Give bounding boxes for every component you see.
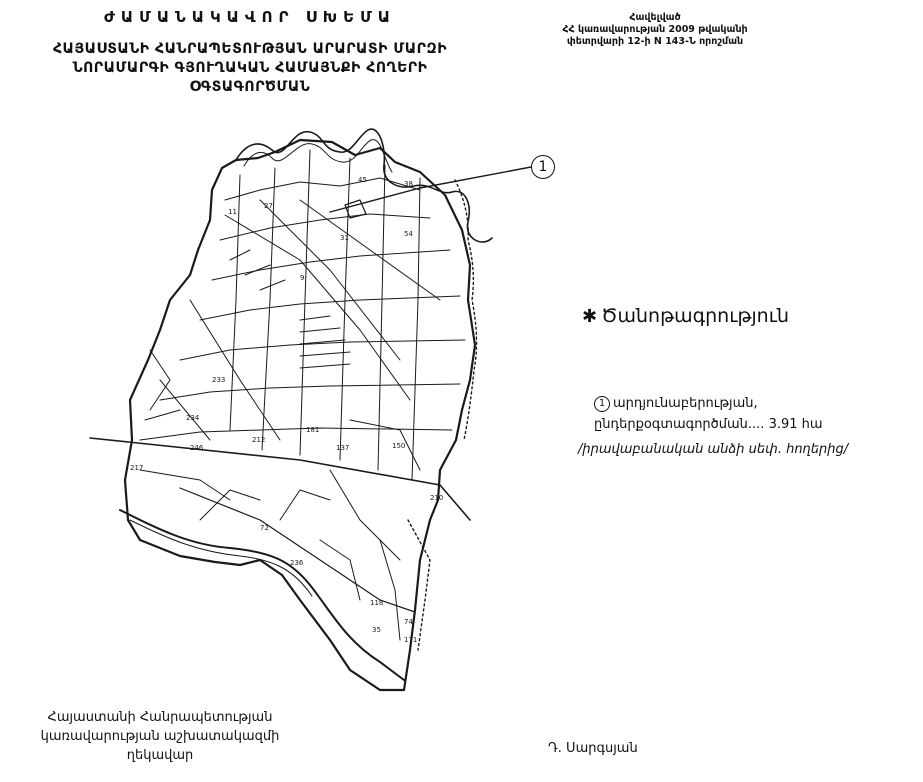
svg-text:27: 27 [264, 202, 273, 210]
svg-text:118: 118 [370, 599, 384, 607]
svg-text:9: 9 [300, 274, 305, 282]
svg-text:38: 38 [404, 180, 413, 188]
svg-text:246: 246 [190, 444, 204, 452]
svg-text:45: 45 [358, 176, 367, 184]
footer-position [20, 708, 300, 765]
svg-text:11: 11 [228, 208, 237, 216]
scheme-title: ԺԱՄԱՆԱԿԱՎՈՐ ՍԽԵՄԱ [104, 8, 396, 26]
approval-line: փետրվարի 12-ի N 143-Ն որոշման [566, 36, 744, 47]
approval-line: ՀՀ կառավարության 2009 թվականի [562, 24, 748, 35]
parcel-grid [140, 150, 465, 640]
callout-marker: 1 [531, 155, 555, 179]
map-subtitle [40, 40, 460, 97]
callout-leader [330, 167, 531, 212]
svg-text:236: 236 [290, 559, 304, 567]
svg-text:72: 72 [260, 524, 269, 532]
svg-text:35: 35 [372, 626, 381, 634]
footer-line: Հայաստանի Հանրապետության [47, 710, 273, 725]
legend-item-line: ընդերքօգտագործման.... 3.91 հա [594, 417, 823, 432]
svg-text:181: 181 [306, 426, 320, 434]
svg-text:234: 234 [186, 414, 200, 422]
subtitle-line: ՆՈՐԱՄԱՐԳԻ ԳՅՈՒՂԱԿԱՆ ՀԱՄԱՅՆՔԻ ՀՈՂԵՐԻ [72, 60, 428, 76]
approval-block [560, 12, 750, 48]
legend-note: /իրավաբանական անձի սեփ. հողերից/ [578, 442, 849, 457]
river-line [236, 129, 492, 242]
svg-text:210: 210 [430, 494, 444, 502]
svg-text:212: 212 [252, 436, 266, 444]
subtitle-line: ՕԳՏԱԳՈՐԾՄԱՆ [189, 79, 311, 95]
legend-title [582, 305, 789, 327]
road-line [90, 438, 470, 520]
svg-text:31: 31 [340, 234, 349, 242]
svg-text:217: 217 [130, 464, 144, 472]
svg-text:171: 171 [404, 636, 418, 644]
svg-text:54: 54 [404, 230, 413, 238]
footer-line: ղեկավար [126, 748, 194, 763]
approval-line: Հավելված [629, 12, 681, 23]
subtitle-line: ՀԱՅԱՍՏԱՆԻ ՀԱՆՐԱՊԵՏՈՒԹՅԱՆ ԱՐԱՐԱՏԻ ՄԱՐԶԻ [52, 41, 448, 57]
asterisk-icon: ✱ [582, 306, 598, 327]
footer-line: կառավարության աշխատակազմի [40, 729, 280, 744]
svg-text:74: 74 [404, 618, 413, 626]
legend-item-number: 1 [594, 396, 610, 412]
svg-text:150: 150 [392, 442, 406, 450]
svg-text:137: 137 [336, 444, 350, 452]
map-outer-boundary [125, 140, 475, 690]
signatory-name: Դ. Սարգսյան [548, 741, 638, 756]
legend-item [594, 393, 823, 435]
legend-item-line: արդյունաբերության, [613, 396, 758, 411]
legend-title-text: Ծանոթագրություն [601, 305, 789, 327]
svg-text:233: 233 [212, 376, 226, 384]
